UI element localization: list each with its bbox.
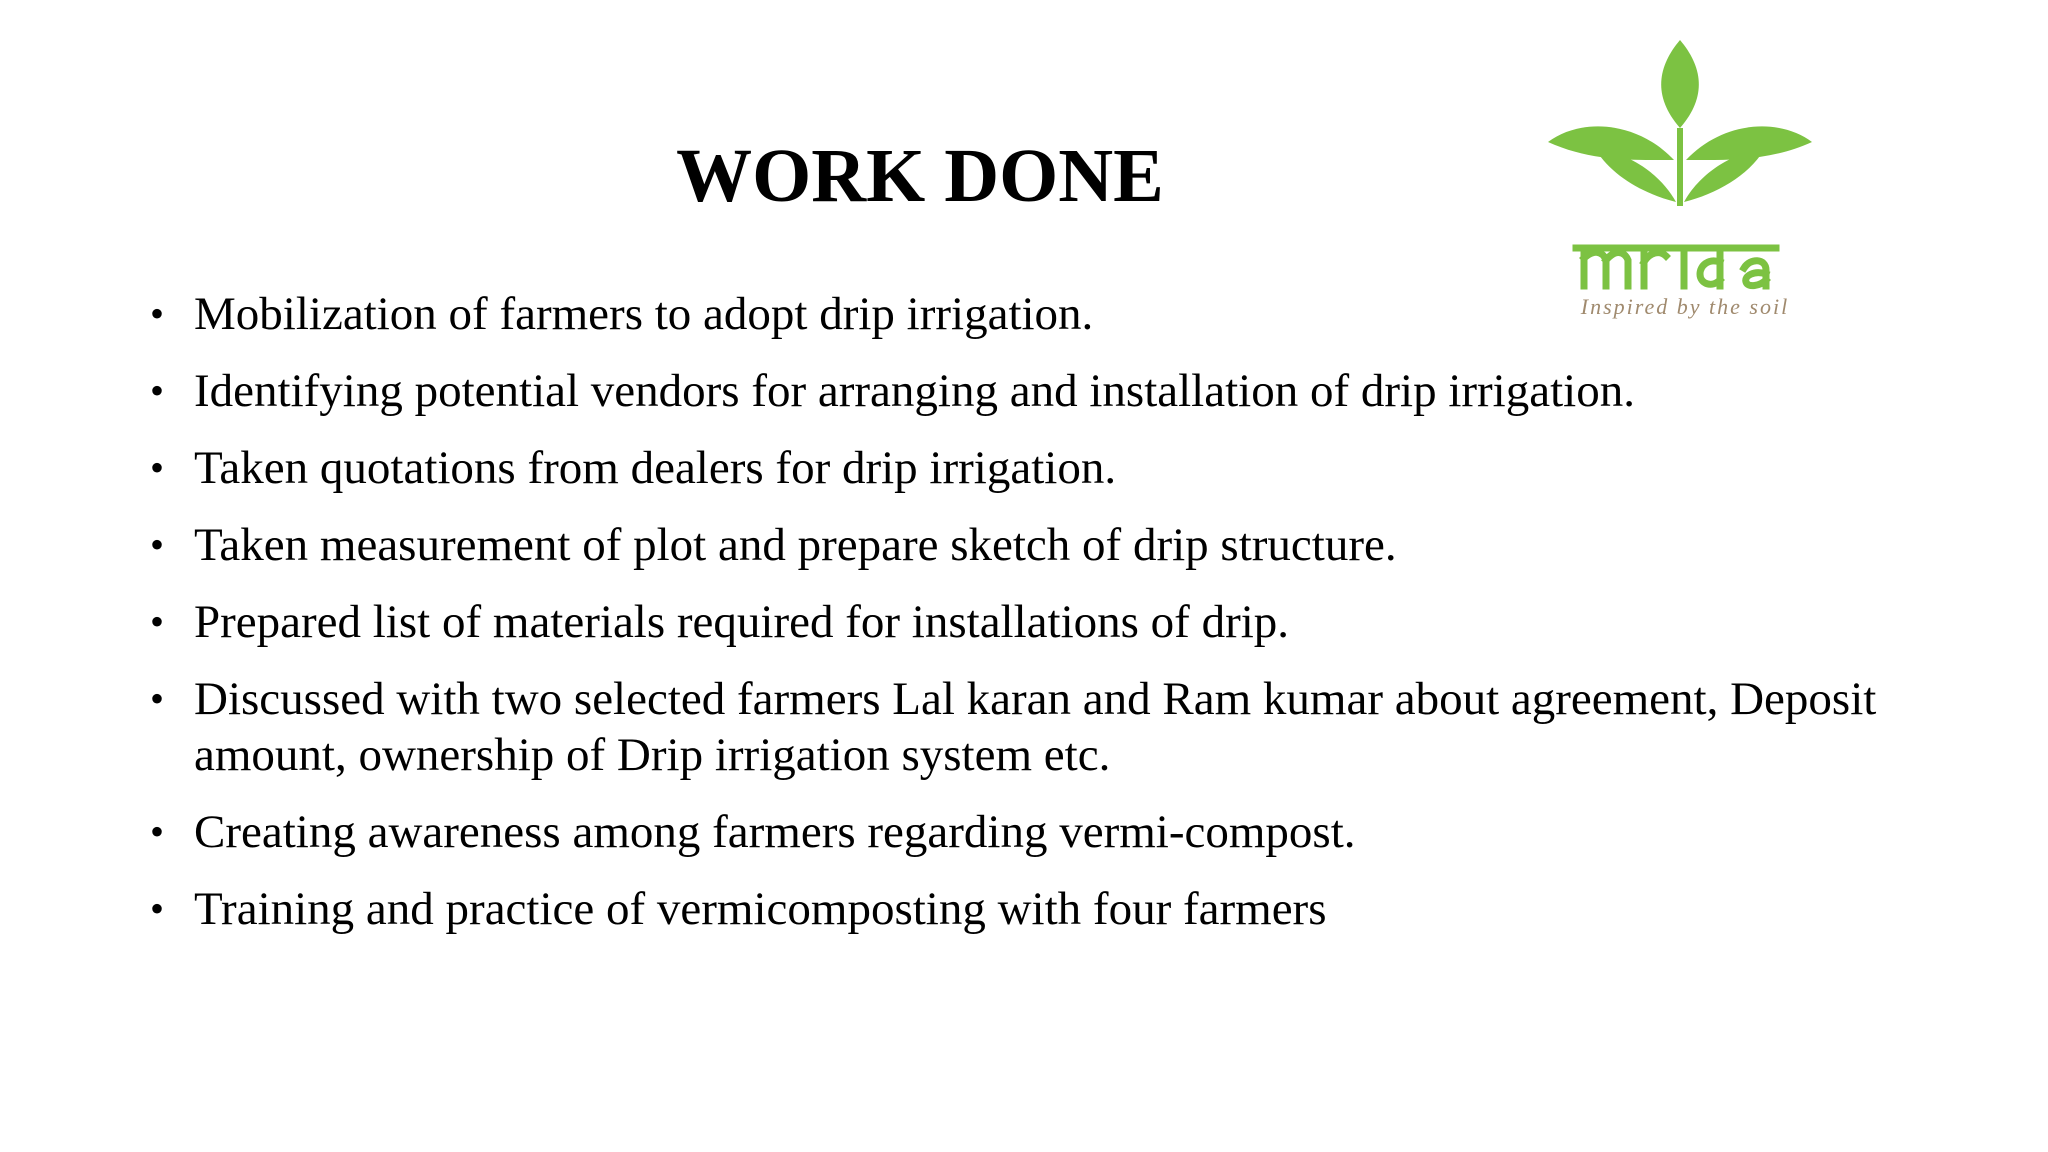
bullet-icon: • xyxy=(150,676,165,721)
work-done-list xyxy=(150,286,1930,958)
list-item xyxy=(150,804,1930,860)
list-item xyxy=(150,440,1930,496)
list-item-text: Taken quotations from dealers for drip irrigation. xyxy=(194,442,1117,494)
list-item xyxy=(150,671,1930,783)
list-item xyxy=(150,363,1930,419)
list-item-text: Discussed with two selected farmers Lal karan and Ram kumar about agreement, Deposit amount, ownership of Drip irrigation system etc. xyxy=(194,673,1877,781)
list-item xyxy=(150,881,1930,937)
list-item-text: Training and practice of vermicomposting with four farmers xyxy=(194,883,1327,935)
bullet-icon: • xyxy=(150,886,165,931)
slide-title: WORK DONE xyxy=(676,134,1164,218)
list-item xyxy=(150,286,1930,342)
bullet-icon: • xyxy=(150,599,165,644)
bullet-icon: • xyxy=(150,522,165,567)
list-item-text: Prepared list of materials required for installations of drip. xyxy=(194,596,1290,648)
list-item-text: Taken measurement of plot and prepare sketch of drip structure. xyxy=(194,519,1397,571)
list-item-text: Identifying potential vendors for arranging and installation of drip irrigation. xyxy=(194,365,1635,417)
bullet-icon: • xyxy=(150,368,165,413)
list-item-text: Mobilization of farmers to adopt drip irrigation. xyxy=(194,288,1094,340)
bullet-icon: • xyxy=(150,809,165,854)
logo-tagline: Inspired by the soil xyxy=(1580,294,1790,319)
bullet-icon: • xyxy=(150,445,165,490)
list-item xyxy=(150,517,1930,573)
list-item-text: Creating awareness among farmers regarding vermi-compost. xyxy=(194,806,1356,858)
list-item xyxy=(150,594,1930,650)
bullet-icon: • xyxy=(150,291,165,336)
